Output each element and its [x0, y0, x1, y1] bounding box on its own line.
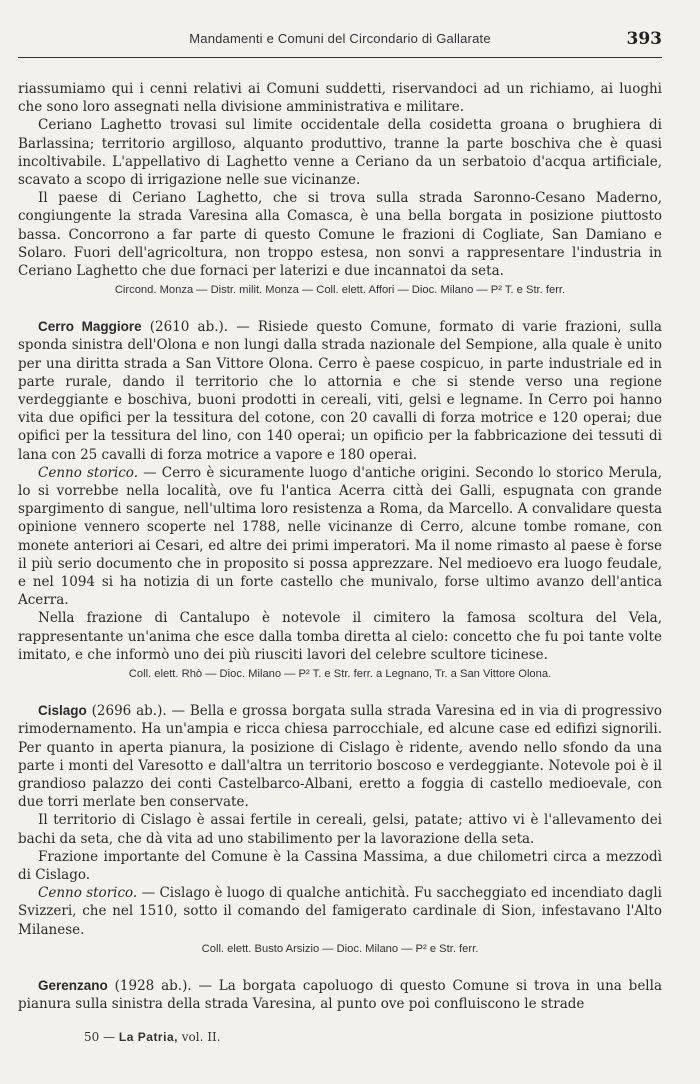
cislago-paragraph-2: Il territorio di Cislago è assai fertile in cereali, gelsi, patate; attivo vi è l'allevamento dei bachi da seta, che dà vita ad uno stabilimento per la lavorazione della seta.	[18, 812, 662, 847]
entry-gerenzano	[18, 977, 662, 1013]
cislago-admin-info: Coll. elett. Busto Arsizio — Dioc. Milano — P² e Str. ferr.	[201, 942, 479, 955]
header-rule	[18, 57, 662, 58]
footer-volume: vol. II.	[181, 1030, 221, 1044]
cerro-text-1: (2610 ab.). — Risiede questo Comune, formato di varie frazioni, sulla sponda sinistra dell'Olona e non lungi dalla strada nazionale del Sempione, alla quale è unito per una diritta strada a San Vittore Olona. Cerro è paese cospicuo, in parte industriale ed in parte rurale, dando il territorio che lo attornia e che si stende verso una regione verdeggiante e boschiva, buoni prodotti in cereali, viti, gelsi e legname. In Cerro poi hanno vita due opifici per la tessitura del cotone, con 20 cavalli di forza motrice e 120 operai; due opifici per la tessitura del lino, con 140 operai; un opificio per la fabbricazione dei tessuti di lana con 25 cavalli di forza motrice a vapore e 180 operai.	[18, 319, 662, 463]
cerro-paragraph-1	[18, 318, 662, 464]
entry-title: Gerenzano	[38, 977, 108, 993]
cerro-cenno-text: — Cerro è sicuramente luogo d'antiche origini. Secondo lo storico Merula, lo si vorrebbe nella località, ove fu l'antica Acerra città dei Galli, espugnata con grande spargimento di sangue, nell'ultima loro resistenza a Roma, da Marcello. A convalidare questa opinione vennero scoperte nel 1788, nelle vicinanze di Cerro, alcune tombe romane, con monete anteriori ai Cesari, ed altre dei primi imperatori. Ma il nome rimasto al paese è forse il più serio documento che in proposito si possa apprezzare. Nel medioevo era luogo feudale, e nel 1094 si ha notizia di un forte castello che munivalo, forse ultimo avanzo dell'antica Acerra.	[18, 464, 663, 609]
entry-title: Cerro Maggiore	[38, 319, 142, 335]
cislago-text-1: (2696 ab.). — Bella e grossa borgata sulla strada Varesina ed in via di progressivo rimodernamento. Ha un'ampia e ricca chiesa parrocchiale, ed alcune case ed edifizi signorili. Per quanto in aperta pianura, la posizione di Cislago è ridente, avendo nello sfondo da una parte i monti del Varesotto e dall'altra un territorio boscoso e verdeggiante. Notevole poi è il grandioso palazzo dei conti Castelbarco-Albani, eretto a foggia di castello medioevale, con due torri merlate ben conservate.	[18, 703, 662, 811]
intro-paragraph-1: riassumiamo qui i cenni relativi ai Comuni suddetti, riservandoci ad un richiamo, ai luoghi che sono loro assegnati nella divisione amministrativa e militare.	[18, 81, 662, 116]
cenno-storico-label: Cenno storico.	[38, 885, 138, 902]
cerro-paragraph-2	[18, 464, 662, 610]
gerenzano-paragraph-1	[18, 977, 662, 1013]
cerro-admin-info: Coll. elett. Rhò — Dioc. Milano — P² T. e Str. ferr. a Legnano, Tr. a San Vittore Olona.	[128, 668, 552, 681]
cerro-paragraph-3: Nella frazione di Cantalupo è notevole il cimitero la famosa scoltura del Vela, rappresentante un'anima che esce dalla tomba diretta al cielo: concetto che fu poi tante volte imitato, e che informò uno dei più riusciti lavori del celebre scultore ticinese.	[18, 610, 662, 663]
intro-paragraph-3: Il paese di Ceriano Laghetto, che si trova sulla strada Saronno-Cesano Maderno, congiungente la strada Varesina alla Comasca, è una bella borgata in posizione piuttosto bassa. Concorrono a far parte di questo Comune le frazioni di Cogliate, San Damiano e Solaro. Fuori dell'agricoltura, non troppo estesa, non sonvi a rappresentare l'industria in Ceriano Laghetto che due fornaci per laterizi e due incannatoi da seta.	[18, 190, 662, 280]
cislago-paragraph-4	[18, 884, 662, 939]
intro-paragraph-2: Ceriano Laghetto trovasi sul limite occidentale della cosidetta groana o brughiera di Barlassina; territorio argilloso, alquanto produttivo, tranne la parte boschiva che è quasi incoltivabile. L'appellativo di Laghetto venne a Ceriano da un serbatoio d'acqua artificiale, scavato a scopo di irrigazione nelle sue vicinanze.	[18, 117, 662, 189]
cislago-cenno-text: — Cislago è luogo di qualche antichità. Fu saccheggiato ed incendiato dagli Svizzeri, che nel 1510, sotto il comando del famigerato cardinale di Sion, infestavano l'Alto Milanese.	[18, 885, 662, 938]
footer-sheet: 50 —	[84, 1030, 116, 1044]
entry-cislago	[18, 702, 662, 957]
intro-admin-info: Circond. Monza — Distr. milit. Monza — Coll. elett. Affori — Dioc. Milano — P² T. e Str. ferr.	[114, 284, 566, 297]
running-title: Mandamenti e Comuni del Circondario di Gallarate	[189, 31, 491, 46]
cenno-storico-label: Cenno storico.	[38, 464, 138, 481]
cislago-paragraph-3: Frazione importante del Comune è la Cassina Massima, a due chilometri circa a mezzodì di Cislago.	[18, 848, 662, 883]
running-head	[18, 31, 662, 51]
page-number: 393	[626, 29, 662, 49]
entry-title: Cislago	[38, 703, 87, 719]
page-footer	[84, 1030, 221, 1044]
footer-publication: La Patria,	[118, 1030, 178, 1044]
gerenzano-text-1: (1928 ab.). — La borgata capoluogo di questo Comune si trova in una bella pianura sulla sinistra della strada Varesina, al punto ove poi confluiscono le strade	[18, 977, 662, 1012]
intro-section	[18, 80, 662, 298]
entry-cerro-maggiore	[18, 318, 662, 682]
cislago-paragraph-1	[18, 702, 662, 811]
page-body	[18, 80, 662, 1013]
